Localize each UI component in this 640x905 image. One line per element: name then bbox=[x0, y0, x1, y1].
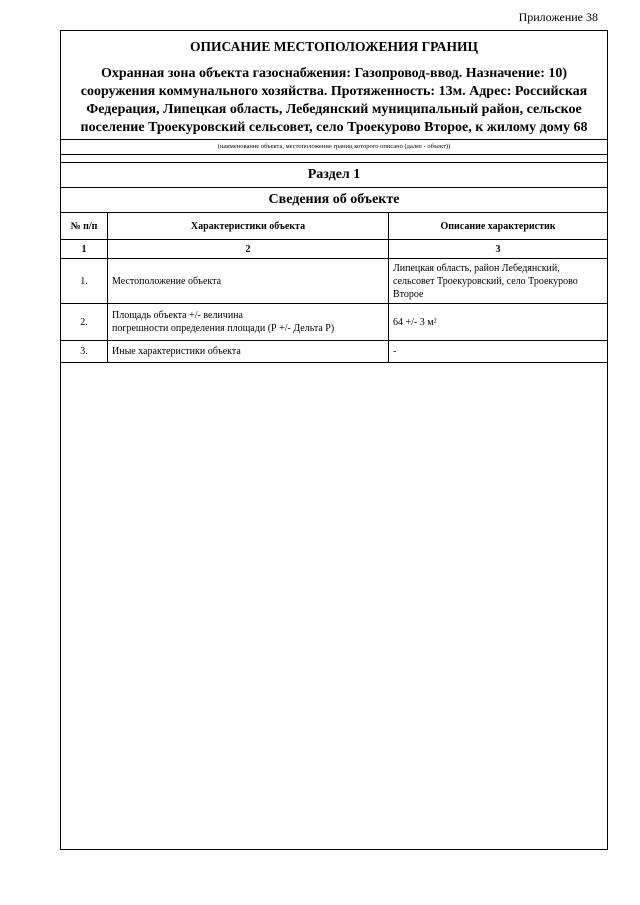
object-info-table bbox=[61, 213, 607, 363]
header-number: № п/п bbox=[61, 213, 108, 240]
row-number: 2. bbox=[61, 304, 108, 341]
cell-text: Второе bbox=[393, 288, 424, 300]
table-header-row bbox=[61, 213, 607, 240]
object-line: Федерация, Липецкая область, Лебедянский муниципальный район, сельское bbox=[86, 102, 582, 117]
column-number: 3 bbox=[389, 240, 608, 259]
table-row bbox=[61, 341, 607, 363]
object-caption: (наименование объекта, местоположение границ которого описано (далее - объект)) bbox=[61, 140, 607, 155]
object-line: Охранная зона объекта газоснабжения: Газопровод-ввод. Назначение: 10) bbox=[100, 66, 568, 81]
cell-text: 64 +/- 3 м² bbox=[393, 316, 437, 328]
cell-text: погрешности определения площади (Р +/- Дельта Р) bbox=[112, 323, 335, 334]
object-description bbox=[65, 65, 603, 137]
cell-text: Местоположение объекта bbox=[112, 275, 222, 287]
table-row bbox=[61, 259, 607, 304]
spacer-row bbox=[61, 155, 607, 163]
row-characteristic bbox=[108, 304, 389, 341]
document-title: ОПИСАНИЕ МЕСТОПОЛОЖЕНИЯ ГРАНИЦ bbox=[190, 39, 478, 54]
object-line: поселение Троекуровский сельсовет, село Троекурово Второе, к жилому дому 68 bbox=[80, 120, 588, 135]
cell-text: сельсовет Троекуровский, село Троекурово bbox=[393, 275, 578, 287]
cell-text: - bbox=[393, 346, 397, 357]
row-description bbox=[389, 341, 608, 363]
column-number: 1 bbox=[61, 240, 108, 259]
object-line: сооружения коммунального хозяйства. Протяженность: 13м. Адрес: Российская bbox=[80, 84, 588, 99]
section-title: Раздел 1 bbox=[61, 163, 607, 188]
subsection-title: Сведения об объекте bbox=[61, 188, 607, 213]
table-row bbox=[61, 304, 607, 341]
document-frame bbox=[60, 30, 608, 850]
row-number: 3. bbox=[61, 341, 108, 363]
row-characteristic bbox=[108, 341, 389, 363]
table-number-row bbox=[61, 240, 607, 259]
column-number: 2 bbox=[108, 240, 389, 259]
row-characteristic bbox=[108, 259, 389, 304]
cell-text: Липецкая область, район Лебедянский, bbox=[393, 262, 560, 274]
row-number: 1. bbox=[61, 259, 108, 304]
appendix-label: Приложение 38 bbox=[518, 10, 598, 24]
cell-text: Иные характеристики объекта bbox=[112, 346, 241, 357]
header-description: Описание характеристик bbox=[389, 213, 608, 240]
cell-text: Площадь объекта +/- величина bbox=[112, 310, 243, 321]
row-description bbox=[389, 259, 608, 304]
header-block bbox=[61, 31, 607, 140]
row-description bbox=[389, 304, 608, 341]
header-characteristic: Характеристики объекта bbox=[108, 213, 389, 240]
